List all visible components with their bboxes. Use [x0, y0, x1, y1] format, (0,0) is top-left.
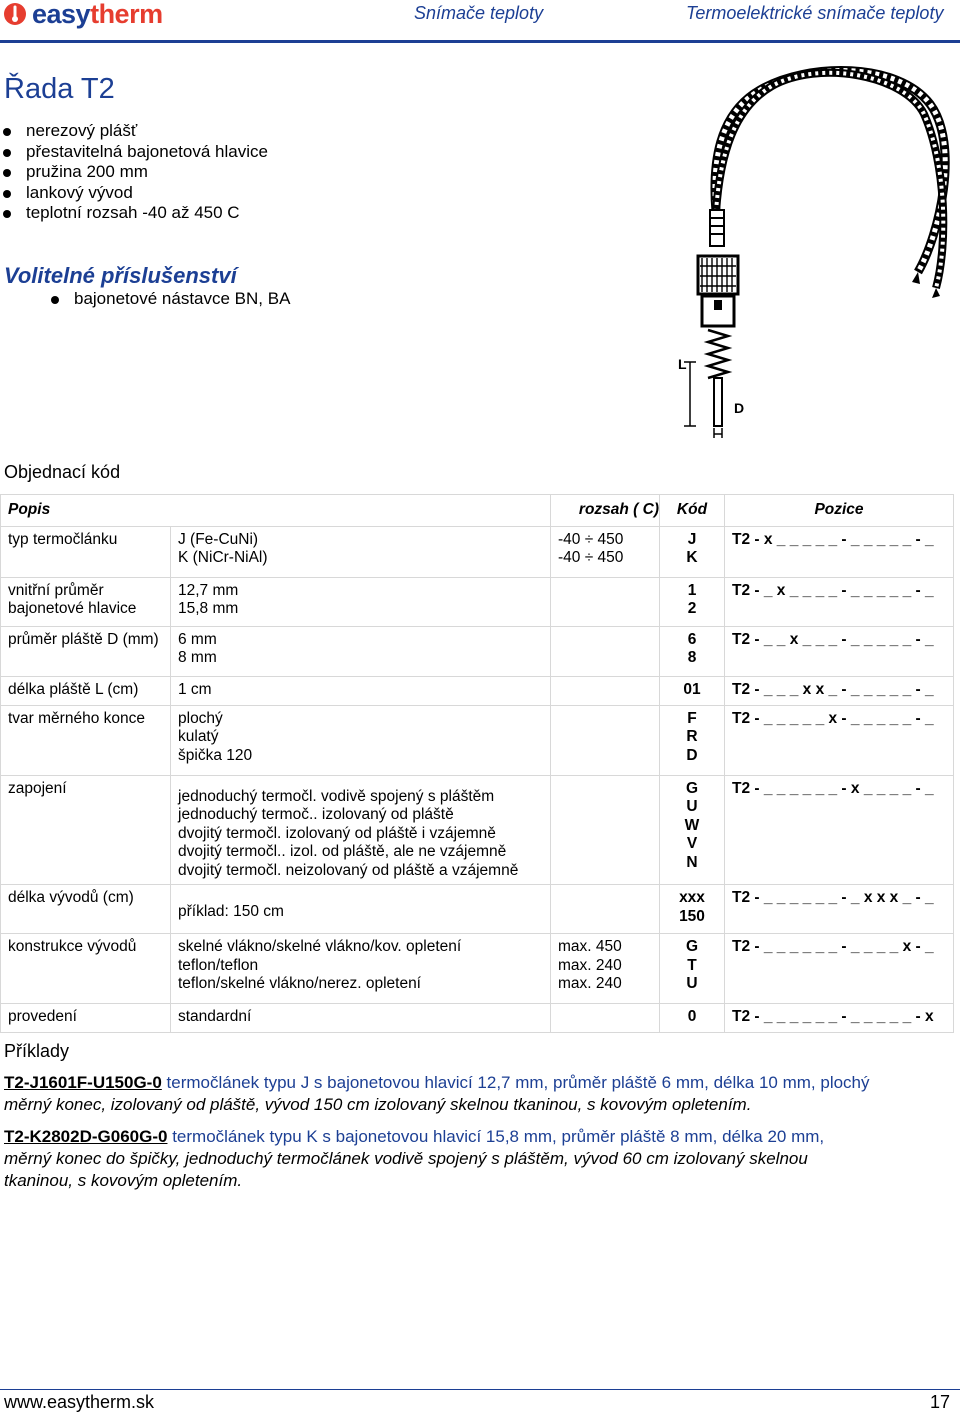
feature-item: přestavitelná bajonetová hlavice — [0, 142, 268, 163]
row-name: průměr pláště D (mm) — [1, 626, 171, 676]
row-values: standardní — [171, 1004, 551, 1033]
header-rozsah: rozsah ( C) — [551, 495, 660, 527]
feature-item: lankový vývod — [0, 183, 268, 204]
row-values: 12,7 mm 15,8 mm — [171, 577, 551, 626]
row-range — [551, 705, 660, 775]
example-desc: tkaninou, s kovovým opletením. — [4, 1171, 243, 1190]
example-code: T2-J1601F-U150G-0 — [4, 1073, 162, 1092]
row-name: zapojení — [1, 775, 171, 885]
table-row — [1, 626, 954, 676]
row-position: T2 - _ _ _ _ _ x - _ _ _ _ _ - _ — [725, 705, 954, 775]
table-row — [1, 526, 954, 577]
page-title: Řada T2 — [4, 73, 115, 105]
row-name: provedení — [1, 1004, 171, 1033]
row-values: jednoduchý termočl. vodivě spojený s pláštěm jednoduchý termoč.. izolovaný od pláště dvojitý termočl. izolovaný od pláště i vzájemně dvojitý termočl.. izol. od pláště, ale ne vzájemně dvojitý termočl. neizolovaný od pláště a vzájemně — [171, 775, 551, 885]
feature-item: teplotní rozsah -40 až 450 C — [0, 203, 268, 224]
table-row — [1, 705, 954, 775]
order-code-table — [0, 494, 954, 1033]
logo[interactable] — [32, 0, 163, 31]
row-values: příklad: 150 cm — [171, 885, 551, 934]
table-row — [1, 676, 954, 705]
page-number: 17 — [930, 1392, 951, 1412]
accessory-item: bajonetové nástavce BN, BA — [48, 289, 290, 310]
example-desc: termočlánek typu K s bajonetovou hlavicí 15,8 mm, průměr pláště 8 mm, délka 20 mm, — [167, 1127, 825, 1146]
row-code: xxx 150 — [660, 885, 725, 934]
example-2 — [4, 1126, 954, 1192]
row-code: 01 — [660, 676, 725, 705]
row-name: vnitřní průměr bajonetové hlavice — [1, 577, 171, 626]
example-desc: termočlánek typu J s bajonetovou hlavicí 12,7 mm, průměr pláště 6 mm, délka 10 mm, plochý — [161, 1073, 870, 1092]
row-position: T2 - _ _ _ x x _ - _ _ _ _ _ - _ — [725, 676, 954, 705]
row-name: konstrukce vývodů — [1, 934, 171, 1004]
feature-list — [0, 121, 268, 224]
row-name: délka pláště L (cm) — [1, 676, 171, 705]
table-row — [1, 934, 954, 1004]
accessories-title: Volitelné příslušenství — [4, 263, 237, 288]
row-range: -40 ÷ 450 -40 ÷ 450 — [551, 526, 660, 577]
row-range — [551, 676, 660, 705]
row-range — [551, 775, 660, 885]
order-code-title: Objednací kód — [4, 462, 121, 482]
row-range: max. 450 max. 240 max. 240 — [551, 934, 660, 1004]
row-values: J (Fe-CuNi) K (NiCr-NiAl) — [171, 526, 551, 577]
header-kod: Kód — [660, 495, 725, 527]
row-range — [551, 1004, 660, 1033]
example-1 — [4, 1072, 954, 1116]
row-code: J K — [660, 526, 725, 577]
dimension-label-l: L — [678, 356, 687, 372]
example-code: T2-K2802D-G060G-0 — [4, 1127, 168, 1146]
table-row — [1, 577, 954, 626]
table-row — [1, 885, 954, 934]
logo-icon — [3, 2, 27, 26]
row-code: 0 — [660, 1004, 725, 1033]
footer-url[interactable]: www.easytherm.sk — [4, 1392, 155, 1412]
header-popis: Popis — [1, 495, 551, 527]
row-position: T2 - _ _ _ _ _ _ - _ x x x _ - _ — [725, 885, 954, 934]
row-name: délka vývodů (cm) — [1, 885, 171, 934]
row-range — [551, 577, 660, 626]
row-values: 6 mm 8 mm — [171, 626, 551, 676]
row-code: F R D — [660, 705, 725, 775]
feature-item: pružina 200 mm — [0, 162, 268, 183]
example-desc: měrný konec do špičky, jednoduchý termočlánek vodivě spojený s pláštěm, vývod 60 cm izolovaný skelnou — [4, 1149, 808, 1168]
row-range — [551, 885, 660, 934]
row-position: T2 - x _ _ _ _ _ - _ _ _ _ _ - _ — [725, 526, 954, 577]
row-position: T2 - _ x _ _ _ _ - _ _ _ _ _ - _ — [725, 577, 954, 626]
table-row — [1, 775, 954, 885]
product-image — [668, 44, 958, 444]
row-code: G U W V N — [660, 775, 725, 885]
example-desc: měrný konec, izolovaný od pláště, vývod 150 cm izolovaný skelnou tkaninou, s kovovým opletením. — [4, 1095, 752, 1114]
row-name: tvar měrného konce — [1, 705, 171, 775]
row-position: T2 - _ _ x _ _ _ - _ _ _ _ _ - _ — [725, 626, 954, 676]
logo-easy: easy — [32, 0, 91, 29]
row-position: T2 - _ _ _ _ _ _ - _ _ _ _ _ - x — [725, 1004, 954, 1033]
feature-item: nerezový plášť — [0, 121, 268, 142]
row-values: 1 cm — [171, 676, 551, 705]
dimension-label-d: D — [734, 400, 745, 416]
row-code: 1 2 — [660, 577, 725, 626]
examples-title: Příklady — [4, 1041, 70, 1061]
row-range — [551, 626, 660, 676]
row-code: 6 8 — [660, 626, 725, 676]
nav-link-snimace[interactable]: Snímače teploty — [414, 3, 544, 23]
table-header-row — [1, 495, 954, 527]
header-divider — [0, 40, 960, 43]
row-code: G T U — [660, 934, 725, 1004]
table-row — [1, 1004, 954, 1033]
logo-therm: therm — [90, 0, 163, 29]
header-pozice: Pozice — [725, 495, 954, 527]
row-position: T2 - _ _ _ _ _ _ - x _ _ _ _ - _ — [725, 775, 954, 885]
nav-link-termoelektricke[interactable]: Termoelektrické snímače teploty — [686, 3, 944, 23]
row-values: plochý kulatý špička 120 — [171, 705, 551, 775]
row-values: skelné vlákno/skelné vlákno/kov. opletení teflon/teflon teflon/skelné vlákno/nerez. opletení — [171, 934, 551, 1004]
row-position: T2 - _ _ _ _ _ _ - _ _ _ _ x - _ — [725, 934, 954, 1004]
accessories-list — [48, 289, 290, 310]
row-name: typ termočlánku — [1, 526, 171, 577]
